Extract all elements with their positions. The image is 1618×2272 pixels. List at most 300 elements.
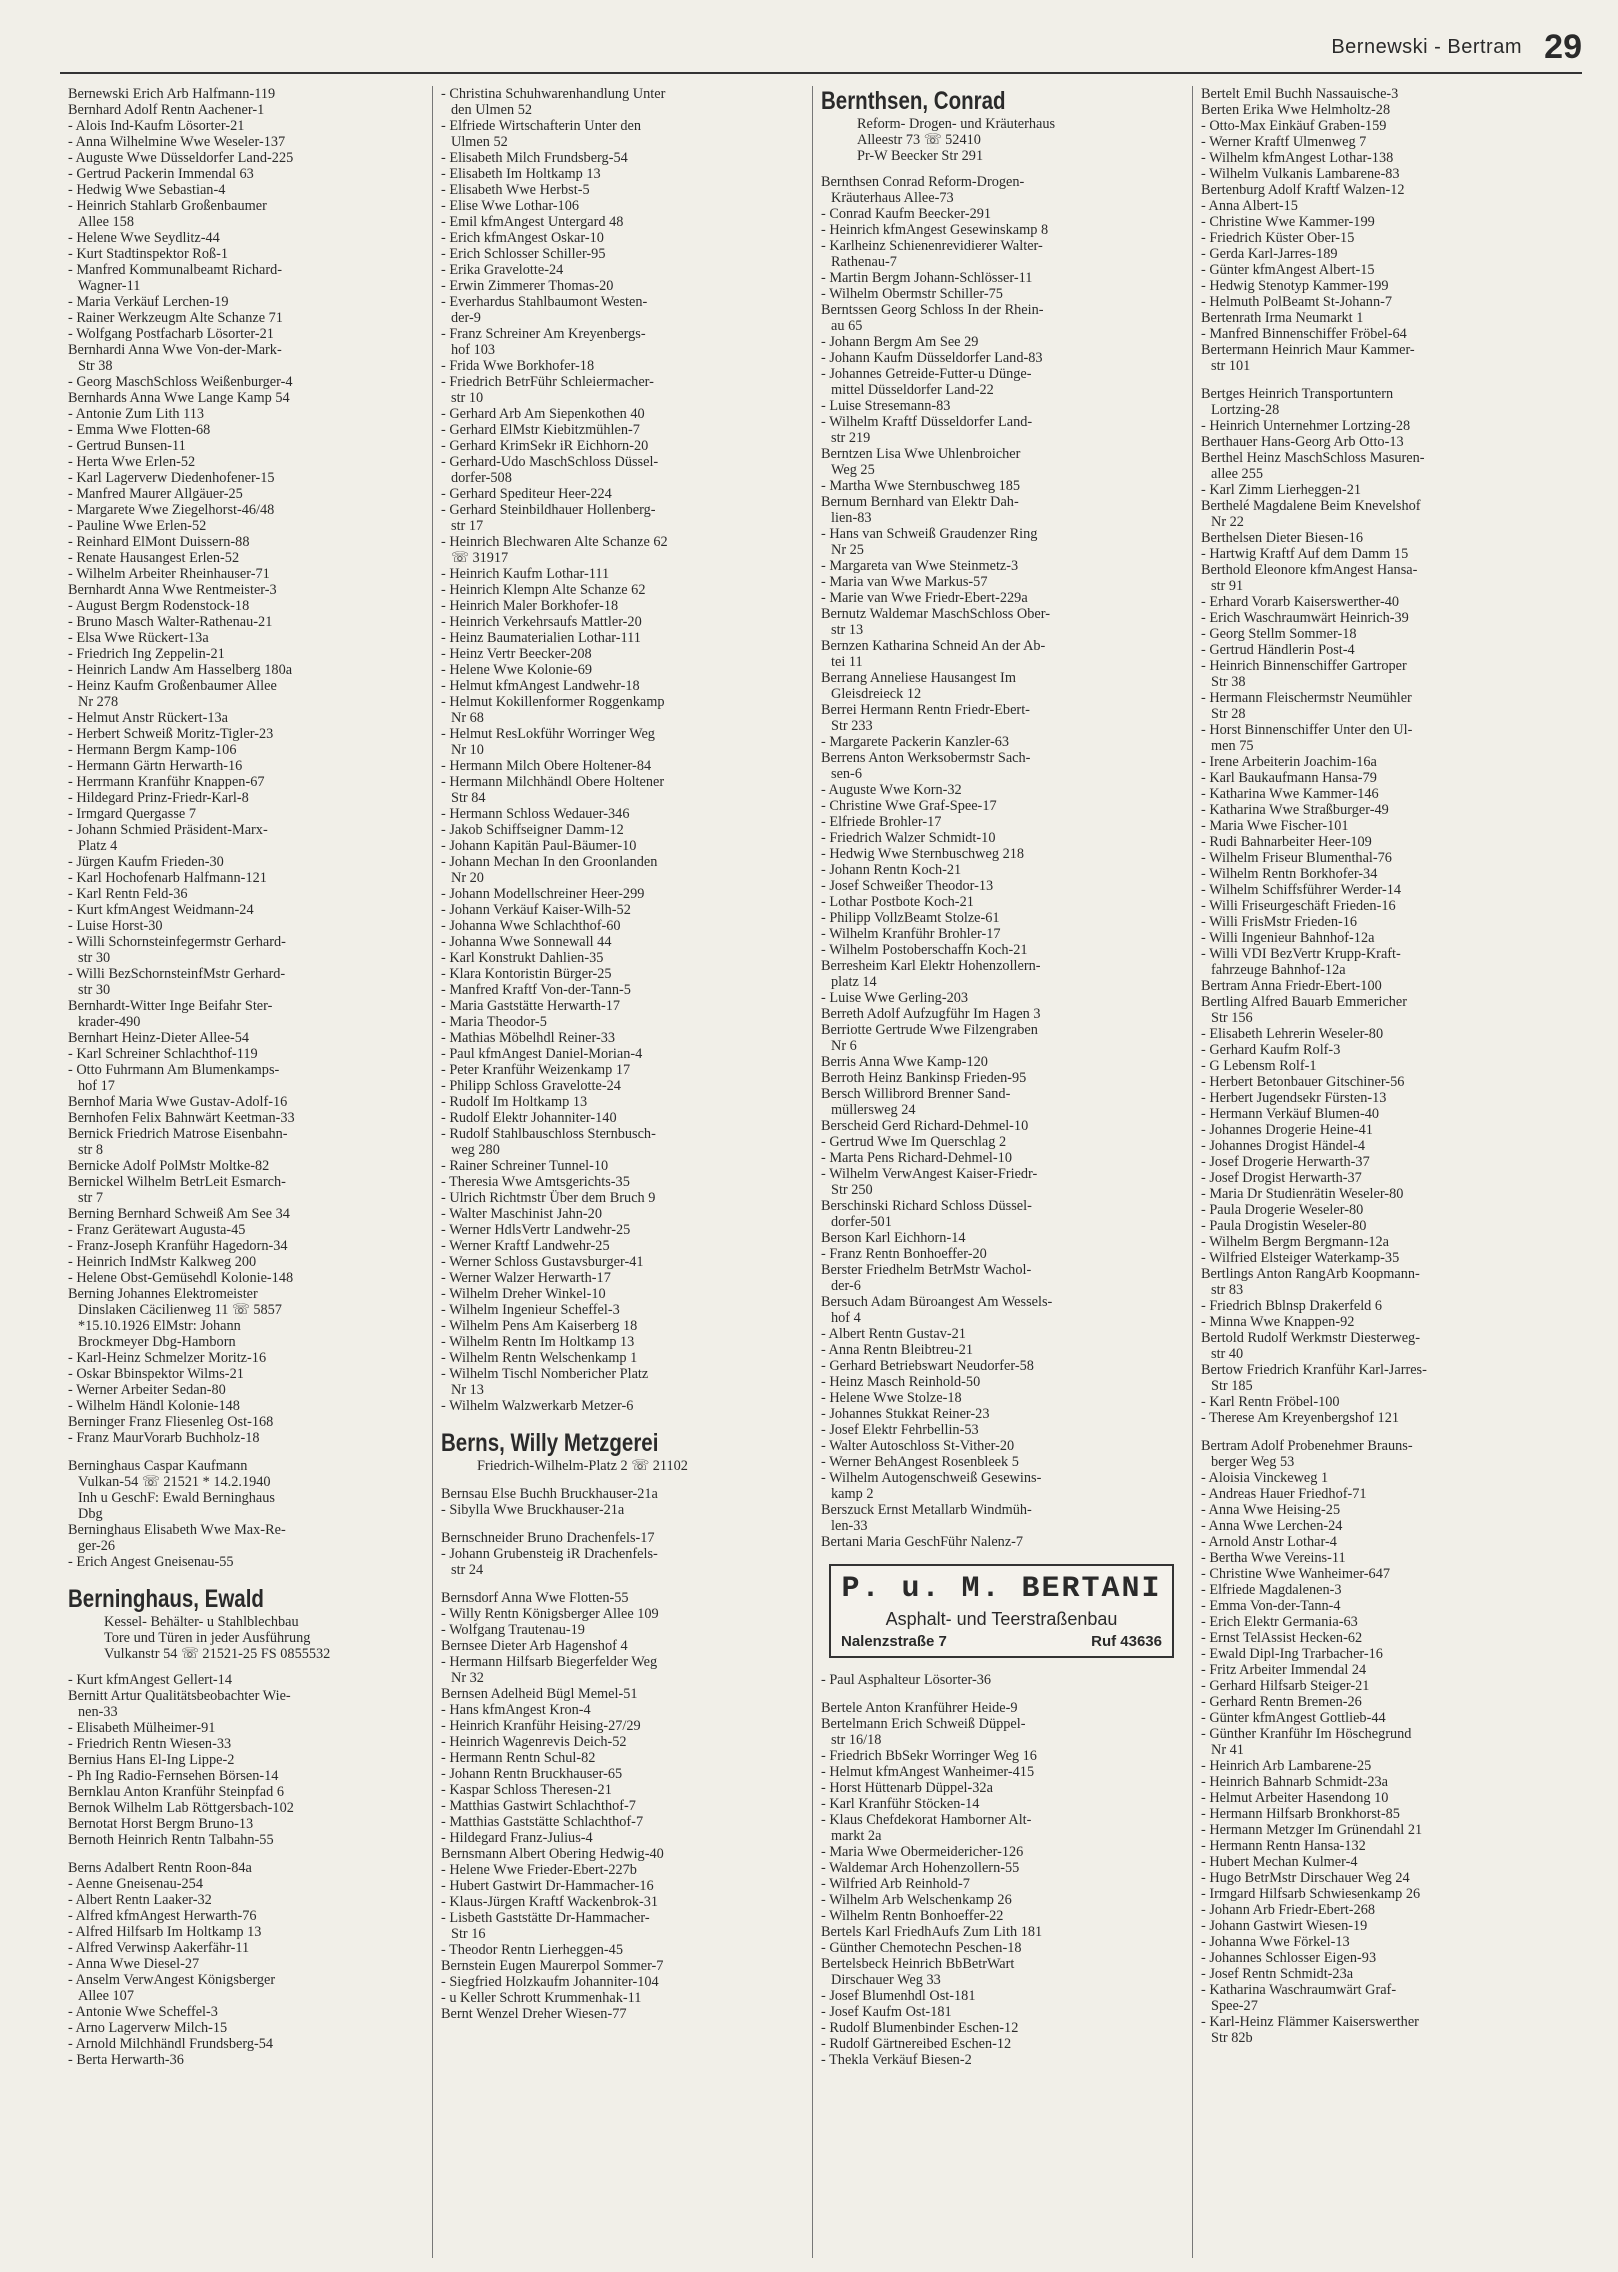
directory-entry: Berschinski Richard Schloss Düssel-: [821, 1198, 1032, 1214]
advert-box-contact: [841, 1634, 1162, 1650]
directory-entry: Bernhof Maria Wwe Gustav-Adolf-16: [68, 1094, 288, 1110]
advert-line: Alleestr 73 ☏ 52410: [857, 132, 981, 148]
directory-entry: Berthelé Magdalene Beim Knevelshof: [1201, 498, 1421, 514]
entry-continuation: Dirschauer Weg 33: [831, 1972, 941, 1988]
directory-entry: - Johann Modellschreiner Heer-299: [441, 886, 645, 902]
entry-continuation: Str 16: [451, 1926, 486, 1942]
directory-entry: - Rudolf Gärtnereibed Eschen-12: [821, 2036, 1012, 2052]
directory-entry: - Luise Horst-30: [68, 918, 163, 934]
entry-continuation: str 13: [831, 622, 864, 638]
directory-entry: - Friedrich Ing Zeppelin-21: [68, 646, 225, 662]
entry-continuation: Nr 32: [451, 1670, 484, 1686]
directory-entry: - Karl Konstrukt Dahlien-35: [441, 950, 604, 966]
directory-entry: - Margarete Packerin Kanzler-63: [821, 734, 1009, 750]
directory-entry: - Rainer Schreiner Tunnel-10: [441, 1158, 609, 1174]
directory-entry: - Christine Wwe Kammer-199: [1201, 214, 1375, 230]
directory-entry: - Paul kfmAngest Daniel-Morian-4: [441, 1046, 643, 1062]
directory-entry: - Heinrich Maler Borkhofer-18: [441, 598, 619, 614]
directory-entry: - Josef Drogerie Herwarth-37: [1201, 1154, 1370, 1170]
entry-continuation: Str 250: [831, 1182, 873, 1198]
directory-entry: - Johann Rentn Bruckhauser-65: [441, 1766, 623, 1782]
directory-column-2: [432, 86, 812, 2258]
entry-continuation: dorfer-508: [451, 470, 512, 486]
directory-entry: - Rudolf Stahlbauschloss Sternbusch-: [441, 1126, 656, 1142]
directory-entry: Bertelsbeck Heinrich BbBetrWart: [821, 1956, 1015, 1972]
directory-entry: - Heinz Kaufm Großenbaumer Allee: [68, 678, 277, 694]
entry-continuation: Vulkan-54 ☏ 21521 * 14.2.1940: [78, 1474, 271, 1490]
directory-entry: - Maria van Wwe Markus-57: [821, 574, 988, 590]
entry-continuation: Nr 278: [78, 694, 119, 710]
directory-entry: - Franz Gerätewart Augusta-45: [68, 1222, 246, 1238]
directory-entry: - Horst Hüttenarb Düppel-32a: [821, 1780, 993, 1796]
page-header: [60, 28, 1582, 72]
directory-entry: - Wilhelm Dreher Winkel-10: [441, 1286, 606, 1302]
directory-entry: - Aenne Gneisenau-254: [68, 1876, 203, 1892]
directory-entry: - Wilfried Arb Reinhold-7: [821, 1876, 970, 1892]
directory-entry: - Gerhard Steinbildhauer Hollenberg-: [441, 502, 656, 518]
directory-entry: - Frida Wwe Borkhofer-18: [441, 358, 595, 374]
directory-entry: Bertling Alfred Bauarb Emmericher: [1201, 994, 1408, 1010]
advert-box-address: Nalenzstraße 7: [841, 1633, 947, 1650]
directory-entry: - Walter Maschinist Jahn-20: [441, 1206, 602, 1222]
advert-box-phone: Ruf 43636: [1091, 1633, 1162, 1650]
directory-entry: - Emma Wwe Flotten-68: [68, 422, 211, 438]
directory-entry: - Hedwig Stenotyp Kammer-199: [1201, 278, 1389, 294]
directory-entry: - Gertrud Packerin Immendal 63: [68, 166, 254, 182]
directory-entry: - Karl Hochofenarb Halfmann-121: [68, 870, 267, 886]
directory-entry: - Christine Wwe Wanheimer-647: [1201, 1566, 1391, 1582]
directory-entry: - Wilhelm Bergm Bergmann-12a: [1201, 1234, 1390, 1250]
directory-entry: - G Lebensm Rolf-1: [1201, 1058, 1317, 1074]
directory-entry: - Reinhard ElMont Duissern-88: [68, 534, 250, 550]
directory-entry: Bernicke Adolf PolMstr Moltke-82: [68, 1158, 270, 1174]
directory-entry: - Heinrich Stahlarb Großenbaumer: [68, 198, 267, 214]
entry-continuation: tei 11: [831, 654, 863, 670]
entry-continuation: Allee 107: [78, 1988, 134, 2004]
directory-entry: Bernick Friedrich Matrose Eisenbahn-: [68, 1126, 288, 1142]
entry-continuation: hof 103: [451, 342, 496, 358]
directory-entry: - Georg MaschSchloss Weißenburger-4: [68, 374, 293, 390]
directory-entry: Berns Adalbert Rentn Roon-84a: [68, 1860, 252, 1876]
directory-entry: - Johann Arb Friedr-Ebert-268: [1201, 1902, 1376, 1918]
directory-entry: - Helene Wwe Kolonie-69: [441, 662, 592, 678]
directory-entry: - Werner Schloss Gustavsburger-41: [441, 1254, 644, 1270]
directory-entry: - Willi Ingenieur Bahnhof-12a: [1201, 930, 1375, 946]
directory-entry: - Maria Wwe Obermeidericher-126: [821, 1844, 1024, 1860]
directory-entry: - Wilhelm Rentn Borkhofer-34: [1201, 866, 1378, 882]
directory-entry: - Karl Schreiner Schlachthof-119: [68, 1046, 258, 1062]
directory-entry: - Mathias Möbelhdl Reiner-33: [441, 1030, 616, 1046]
directory-entry: - Friedrich Bblnsp Drakerfeld 6: [1201, 1298, 1383, 1314]
directory-entry: - Erich Schlosser Schiller-95: [441, 246, 606, 262]
directory-entry: - Auguste Wwe Düsseldorfer Land-225: [68, 150, 294, 166]
directory-entry: - Hermann Schloss Wedauer-346: [441, 806, 630, 822]
entry-continuation: str 7: [78, 1190, 104, 1206]
directory-entry: - Gerhard KrimSekr iR Eichhorn-20: [441, 438, 649, 454]
directory-entry: Berszuck Ernst Metallarb Windmüh-: [821, 1502, 1032, 1518]
entry-continuation: Str 84: [451, 790, 486, 806]
directory-entry: - Waldemar Arch Hohenzollern-55: [821, 1860, 1020, 1876]
directory-entry: - Helene Wwe Seydlitz-44: [68, 230, 220, 246]
directory-entry: Bernewski Erich Arb Halfmann-119: [68, 86, 276, 102]
directory-entry: - Günther Chemotechn Peschen-18: [821, 1940, 1022, 1956]
entry-continuation: Platz 4: [78, 838, 118, 854]
directory-entry: Berrei Hermann Rentn Friedr-Ebert-: [821, 702, 1030, 718]
directory-entry: - Josef Schweißer Theodor-13: [821, 878, 994, 894]
directory-entry: Bernhard Adolf Rentn Aachener-1: [68, 102, 265, 118]
entry-continuation: Str 233: [831, 718, 873, 734]
directory-entry: - Otto Fuhrmann Am Blumenkamps-: [68, 1062, 280, 1078]
directory-entry: - Karl-Heinz Schmelzer Moritz-16: [68, 1350, 267, 1366]
directory-entry: - Günter kfmAngest Gottlieb-44: [1201, 1710, 1386, 1726]
directory-entry: Bernotat Horst Bergm Bruno-13: [68, 1816, 254, 1832]
directory-entry: - Johannes Stukkat Reiner-23: [821, 1406, 990, 1422]
directory-entry: - Katharina Wwe Straßburger-49: [1201, 802, 1389, 818]
directory-entry: Bertram Anna Friedr-Ebert-100: [1201, 978, 1382, 994]
directory-entry: - Willi Friseurgeschäft Frieden-16: [1201, 898, 1396, 914]
directory-entry: - Manfred Maurer Allgäuer-25: [68, 486, 243, 502]
entry-continuation: Weg 25: [831, 462, 875, 478]
directory-entry: Bertermann Heinrich Maur Kammer-: [1201, 342, 1415, 358]
directory-entry: - Marie van Wwe Friedr-Ebert-229a: [821, 590, 1028, 606]
directory-entry: - Emma Von-der-Tann-4: [1201, 1598, 1341, 1614]
entry-continuation: Rathenau-7: [831, 254, 897, 270]
directory-entry: - Wilhelm Händl Kolonie-148: [68, 1398, 240, 1414]
entry-continuation: Nr 13: [451, 1382, 484, 1398]
directory-entry: Bertenburg Adolf Kraftf Walzen-12: [1201, 182, 1405, 198]
directory-entry: - Gerhard Arb Am Siepenkothen 40: [441, 406, 645, 422]
directory-entry: - Gertrud Händlerin Post-4: [1201, 642, 1355, 658]
directory-entry: - Elisabeth Mülheimer-91: [68, 1720, 216, 1736]
directory-entry: - Helmut Arbeiter Hasendong 10: [1201, 1790, 1389, 1806]
directory-entry: - Gerda Karl-Jarres-189: [1201, 246, 1338, 262]
directory-entry: Berninghaus Elisabeth Wwe Max-Re-: [68, 1522, 286, 1538]
entry-continuation: len-33: [831, 1518, 868, 1534]
entry-continuation: müllersweg 24: [831, 1102, 916, 1118]
directory-entry: - Heinrich kfmAngest Gesewinskamp 8: [821, 222, 1049, 238]
directory-entry: Bertels Karl FriedhAufs Zum Lith 181: [821, 1924, 1043, 1940]
directory-entry: - Jakob Schiffseigner Damm-12: [441, 822, 624, 838]
directory-entry: - Helmut Kokillenformer Roggenkamp: [441, 694, 665, 710]
directory-entry: - Johanna Wwe Förkel-13: [1201, 1934, 1350, 1950]
entry-continuation: weg 280: [451, 1142, 500, 1158]
advert-line: Friedrich-Wilhelm-Platz 2 ☏ 21102: [477, 1458, 688, 1474]
directory-entry: - Friedrich Küster Ober-15: [1201, 230, 1355, 246]
directory-entry: - Anselm VerwAngest Königsberger: [68, 1972, 276, 1988]
directory-entry: - Hermann Fleischermstr Neumühler: [1201, 690, 1412, 706]
directory-entry: - Kaspar Schloss Theresen-21: [441, 1782, 612, 1798]
directory-entry: Bernzen Katharina Schneid An der Ab-: [821, 638, 1046, 654]
directory-entry: - Anna Wilhelmine Wwe Weseler-137: [68, 134, 286, 150]
directory-entry: - Wilfried Elsteiger Waterkamp-35: [1201, 1250, 1400, 1266]
directory-entry: - Hubert Mechan Kulmer-4: [1201, 1854, 1358, 1870]
directory-entry: - Herbert Jugendsekr Fürsten-13: [1201, 1090, 1387, 1106]
directory-entry: - Franz Schreiner Am Kreyenbergs-: [441, 326, 646, 342]
entry-continuation: str 219: [831, 430, 871, 446]
directory-entry: - Matthias Gastwirt Schlachthof-7: [441, 1798, 636, 1814]
directory-entry: - Rudolf Im Holtkamp 13: [441, 1094, 588, 1110]
directory-entry: - Josef Blumenhdl Ost-181: [821, 1988, 976, 2004]
entry-continuation: kamp 2: [831, 1486, 874, 1502]
entry-continuation: str 16/18: [831, 1732, 882, 1748]
directory-entry: - Maria Verkäuf Lerchen-19: [68, 294, 229, 310]
directory-entry: - Werner BehAngest Rosenbleek 5: [821, 1454, 1019, 1470]
directory-entry: - Wilhelm Vulkanis Lambarene-83: [1201, 166, 1400, 182]
directory-entry: - Johann Bergm Am See 29: [821, 334, 979, 350]
directory-entry: Bernsmann Albert Obering Hedwig-40: [441, 1846, 664, 1862]
entry-continuation: sen-6: [831, 766, 862, 782]
directory-entry: - Margareta van Wwe Steinmetz-3: [821, 558, 1019, 574]
directory-entry: - Helmut ResLokführ Worringer Weg: [441, 726, 655, 742]
directory-entry: Bernitt Artur Qualitätsbeobachter Wie-: [68, 1688, 291, 1704]
entry-continuation: Brockmeyer Dbg-Hamborn: [78, 1334, 236, 1350]
directory-entry: Bertelt Emil Buchh Nassauische-3: [1201, 86, 1399, 102]
directory-entry: - Elfriede Brohler-17: [821, 814, 942, 830]
directory-entry: - Rudolf Elektr Johanniter-140: [441, 1110, 617, 1126]
entry-continuation: markt 2a: [831, 1828, 882, 1844]
running-head: Bernewski - Bertram: [1331, 36, 1522, 58]
directory-entry: - Berta Herwarth-36: [68, 2052, 184, 2068]
directory-entry: - Elfriede Wirtschafterin Unter den: [441, 118, 642, 134]
directory-entry: Berroth Heinz Bankinsp Frieden-95: [821, 1070, 1027, 1086]
directory-entry: - Karl Lagerverw Diedenhofener-15: [68, 470, 275, 486]
directory-entry: - Sibylla Wwe Bruckhauser-21a: [441, 1502, 625, 1518]
directory-entry: Bernstein Eugen Maurerpol Sommer-7: [441, 1958, 664, 1974]
directory-entry: - Heinrich Kranführ Heising-27/29: [441, 1718, 641, 1734]
directory-entry: - Wilhelm Postoberschaffn Koch-21: [821, 942, 1028, 958]
entry-continuation: Nr 68: [451, 710, 484, 726]
directory-entry: Bertenrath Irma Neumarkt 1: [1201, 310, 1364, 326]
directory-entry: Berthauer Hans-Georg Arb Otto-13: [1201, 434, 1404, 450]
directory-entry: - Helmut kfmAngest Landwehr-18: [441, 678, 640, 694]
directory-entry: Bersuch Adam Büroangest Am Wessels-: [821, 1294, 1053, 1310]
directory-entry: - Günther Kranführ Im Höschegrund: [1201, 1726, 1412, 1742]
directory-entry: - Johann Kaufm Düsseldorfer Land-83: [821, 350, 1043, 366]
directory-entry: - Willi BezSchornsteinfMstr Gerhard-: [68, 966, 286, 982]
directory-entry: - Helene Obst-Gemüsehdl Kolonie-148: [68, 1270, 294, 1286]
directory-entry: - Erich Elektr Germania-63: [1201, 1614, 1358, 1630]
directory-entry: - Hartwig Kraftf Auf dem Damm 15: [1201, 546, 1409, 562]
directory-entry: - Johann Kapitän Paul-Bäumer-10: [441, 838, 637, 854]
directory-entry: - Gerhard Kaufm Rolf-3: [1201, 1042, 1341, 1058]
advert-text: [821, 116, 1182, 164]
directory-entry: - Elise Wwe Lothar-106: [441, 198, 580, 214]
directory-entry: - Katharina Wwe Kammer-146: [1201, 786, 1379, 802]
advert-heading: Berninghaus, Ewald: [68, 1585, 264, 1613]
directory-entry: Bernutz Waldemar MaschSchloss Ober-: [821, 606, 1050, 622]
advert-heading: Bernthsen, Conrad: [821, 87, 1006, 115]
directory-entry: - Erwin Zimmerer Thomas-20: [441, 278, 614, 294]
directory-column-3: [812, 86, 1192, 2258]
directory-entry: Bernthsen Conrad Reform-Drogen-: [821, 174, 1025, 190]
entry-continuation: fahrzeuge Bahnhof-12a: [1211, 962, 1346, 978]
directory-entry: - Heinrich Arb Lambarene-25: [1201, 1758, 1372, 1774]
directory-entry: - Hans kfmAngest Kron-4: [441, 1702, 591, 1718]
directory-entry: - Willi VDI BezVertr Krupp-Kraft-: [1201, 946, 1401, 962]
directory-entry: - Johann Gastwirt Wiesen-19: [1201, 1918, 1368, 1934]
directory-entry: - Karl Kranführ Stöcken-14: [821, 1796, 980, 1812]
directory-entry: Berninghaus Caspar Kaufmann: [68, 1458, 248, 1474]
directory-entry: - Friedrich BetrFühr Schleiermacher-: [441, 374, 654, 390]
directory-entry: - Jürgen Kaufm Frieden-30: [68, 854, 224, 870]
directory-entry: - Wilhelm Friseur Blumenthal-76: [1201, 850, 1392, 866]
directory-entry: - Emil kfmAngest Untergard 48: [441, 214, 624, 230]
directory-entry: Bernsau Else Buchh Bruckhauser-21a: [441, 1486, 658, 1502]
directory-entry: Bernius Hans El-Ing Lippe-2: [68, 1752, 235, 1768]
directory-entry: - Rainer Werkzeugm Alte Schanze 71: [68, 310, 283, 326]
advert-text: [441, 1458, 802, 1474]
entry-continuation: *15.10.1926 ElMstr: Johann: [78, 1318, 241, 1334]
advert-box-title: P. u. M. BERTANI: [841, 1572, 1162, 1606]
directory-entry: - Helmuth PolBeamt St-Johann-7: [1201, 294, 1393, 310]
directory-entry: - Werner Kraftf Ulmenweg 7: [1201, 134, 1367, 150]
directory-entry: - Heinrich Klempn Alte Schanze 62: [441, 582, 646, 598]
advert-line: Kessel- Behälter- u Stahlblechbau: [104, 1614, 299, 1630]
directory-entry: - Friedrich Rentn Wiesen-33: [68, 1736, 232, 1752]
directory-entry: - Hermann Metzger Im Grünendahl 21: [1201, 1822, 1423, 1838]
directory-entry: Berresheim Karl Elektr Hohenzollern-: [821, 958, 1041, 974]
directory-entry: - Elfriede Magdalenen-3: [1201, 1582, 1342, 1598]
entry-continuation: lien-83: [831, 510, 872, 526]
directory-entry: - Herbert Schweiß Moritz-Tigler-23: [68, 726, 274, 742]
directory-entry: - Elisabeth Lehrerin Weseler-80: [1201, 1026, 1384, 1042]
entry-continuation: str 83: [1211, 1282, 1244, 1298]
directory-entry: - Wilhelm VerwAngest Kaiser-Friedr-: [821, 1166, 1038, 1182]
directory-entry: - Karl Baukaufmann Hansa-79: [1201, 770, 1377, 786]
directory-entry: - Irmgard Hilfsarb Schwiesenkamp 26: [1201, 1886, 1421, 1902]
directory-entry: - Alfred Hilfsarb Im Holtkamp 13: [68, 1924, 262, 1940]
directory-entry: Berthold Eleonore kfmAngest Hansa-: [1201, 562, 1418, 578]
directory-entry: Berrens Anton Werksobermstr Sach-: [821, 750, 1031, 766]
entry-continuation: der-6: [831, 1278, 861, 1294]
directory-entry: - Gertrud Bunsen-11: [68, 438, 186, 454]
directory-entry: - Theresia Wwe Amtsgerichts-35: [441, 1174, 630, 1190]
directory-entry: - Anna Wwe Heising-25: [1201, 1502, 1341, 1518]
directory-entry: - Johannes Getreide-Futter-u Dünge-: [821, 366, 1032, 382]
directory-entry: - Kurt Stadtinspektor Roß-1: [68, 246, 229, 262]
directory-entry: Bertram Adolf Probenehmer Brauns-: [1201, 1438, 1413, 1454]
directory-entry: - Wilhelm Autogenschweiß Gesewins-: [821, 1470, 1042, 1486]
directory-entry: - Marta Pens Richard-Dehmel-10: [821, 1150, 1012, 1166]
directory-entry: - Erika Gravelotte-24: [441, 262, 564, 278]
directory-entry: - Wilhelm Walzwerkarb Metzer-6: [441, 1398, 634, 1414]
directory-entry: - Werner Kraftf Landwehr-25: [441, 1238, 610, 1254]
directory-entry: - Antonie Zum Lith 113: [68, 406, 205, 422]
directory-entry: - Elisabeth Im Holtkamp 13: [441, 166, 601, 182]
directory-entry: - Fritz Arbeiter Immendal 24: [1201, 1662, 1367, 1678]
directory-entry: - Heinz Vertr Beecker-208: [441, 646, 592, 662]
directory-entry: - Johannes Drogist Händel-4: [1201, 1138, 1365, 1154]
directory-entry: - Alois Ind-Kaufm Lösorter-21: [68, 118, 245, 134]
directory-entry: - Alfred Verwinsp Aakerfähr-11: [68, 1940, 250, 1956]
directory-entry: - Margarete Wwe Ziegelhorst-46/48: [68, 502, 275, 518]
directory-entry: - Wilhelm Rentn Bonhoeffer-22: [821, 1908, 1004, 1924]
directory-entry: - Alfred kfmAngest Herwarth-76: [68, 1908, 257, 1924]
directory-entry: - Albert Rentn Gustav-21: [821, 1326, 966, 1342]
directory-entry: Bernhart Heinz-Dieter Allee-54: [68, 1030, 250, 1046]
directory-entry: - Paula Drogistin Weseler-80: [1201, 1218, 1367, 1234]
directory-entry: - Wilhelm Obermstr Schiller-75: [821, 286, 1003, 302]
directory-entry: - Elisabeth Milch Frundsberg-54: [441, 150, 628, 166]
entry-continuation: Ulmen 52: [451, 134, 508, 150]
directory-entry: - Franz Rentn Bonhoeffer-20: [821, 1246, 987, 1262]
directory-entry: - Maria Gaststätte Herwarth-17: [441, 998, 621, 1014]
directory-entry: - Franz-Joseph Kranführ Hagedorn-34: [68, 1238, 288, 1254]
directory-entry: - Irene Arbeiterin Joachim-16a: [1201, 754, 1377, 770]
directory-entry: - Manfred Kraftf Von-der-Tann-5: [441, 982, 631, 998]
entry-continuation: Spee-27: [1211, 1998, 1258, 2014]
directory-entry: - Johann Schmied Präsident-Marx-: [68, 822, 268, 838]
directory-entry: - Arnold Anstr Lothar-4: [1201, 1534, 1337, 1550]
directory-entry: Berning Bernhard Schweiß Am See 34: [68, 1206, 290, 1222]
directory-entry: - Helene Wwe Frieder-Ebert-227b: [441, 1862, 637, 1878]
directory-entry: Berris Anna Wwe Kamp-120: [821, 1054, 988, 1070]
directory-entry: - Elisabeth Wwe Herbst-5: [441, 182, 590, 198]
directory-entry: - Wilhelm Pens Am Kaiserberg 18: [441, 1318, 638, 1334]
directory-entry: - Johanna Wwe Schlachthof-60: [441, 918, 621, 934]
directory-entry: - Josef Rentn Schmidt-23a: [1201, 1966, 1354, 1982]
directory-entry: Bersch Willibrord Brenner Sand-: [821, 1086, 1011, 1102]
entry-continuation: Wagner-11: [78, 278, 141, 294]
directory-entry: - Heinrich Binnenschiffer Gartroper: [1201, 658, 1407, 674]
directory-entry: - Maria Dr Studienrätin Weseler-80: [1201, 1186, 1404, 1202]
entry-continuation: hof 17: [78, 1078, 115, 1094]
directory-entry: - u Keller Schrott Krummenhak-11: [441, 1990, 642, 2006]
directory-entry: - Auguste Wwe Korn-32: [821, 782, 962, 798]
entry-continuation: Nr 6: [831, 1038, 857, 1054]
directory-entry: - Hermann Gärtn Herwarth-16: [68, 758, 243, 774]
directory-entry: - Josef Elektr Fehrbellin-53: [821, 1422, 979, 1438]
directory-entry: - Ph Ing Radio-Fernsehen Börsen-14: [68, 1768, 279, 1784]
directory-entry: - Wilhelm Schiffsführer Werder-14: [1201, 882, 1402, 898]
directory-entry: - Hildegard Prinz-Friedr-Karl-8: [68, 790, 249, 806]
directory-entry: - Klaus-Jürgen Kraftf Wackenbrok-31: [441, 1894, 659, 1910]
directory-entry: - Anna Albert-15: [1201, 198, 1298, 214]
directory-entry: - Johannes Drogerie Heine-41: [1201, 1122, 1373, 1138]
directory-entry: - Wilhelm Kraftf Düsseldorfer Land-: [821, 414, 1033, 430]
directory-entry: Berscheid Gerd Richard-Dehmel-10: [821, 1118, 1029, 1134]
directory-entry: - Irmgard Quergasse 7: [68, 806, 196, 822]
directory-entry: - Maria Theodor-5: [441, 1014, 547, 1030]
directory-entry: - Elsa Wwe Rückert-13a: [68, 630, 209, 646]
entry-continuation: str 30: [78, 982, 111, 998]
directory-entry: - Martin Bergm Johann-Schlösser-11: [821, 270, 1033, 286]
directory-column-4: [1192, 86, 1582, 2258]
directory-entry: - Herrmann Kranführ Knappen-67: [68, 774, 265, 790]
directory-entry: - August Bergm Rodenstock-18: [68, 598, 250, 614]
directory-entry: - Christina Schuhwarenhandlung Unter: [441, 86, 666, 102]
directory-entry: - Heinrich Blechwaren Alte Schanze 62: [441, 534, 668, 550]
directory-entry: - Lothar Postbote Koch-21: [821, 894, 974, 910]
directory-entry: - Hermann Hilfsarb Bronkhorst-85: [1201, 1806, 1400, 1822]
directory-entry: - Antonie Wwe Scheffel-3: [68, 2004, 218, 2020]
advert-box-subtitle: Asphalt- und Teerstraßenbau: [885, 1609, 1118, 1629]
directory-entry: Bernickel Wilhelm BetrLeit Esmarch-: [68, 1174, 286, 1190]
directory-entry: - Hermann Verkäuf Blumen-40: [1201, 1106, 1379, 1122]
directory-entry: Bernhofen Felix Bahnwärt Keetman-33: [68, 1110, 295, 1126]
directory-entry: - Rudolf Blumenbinder Eschen-12: [821, 2020, 1019, 2036]
directory-entry: - Kurt kfmAngest Gellert-14: [68, 1672, 232, 1688]
advert-line: Tore und Türen in jeder Ausführung: [104, 1630, 311, 1646]
directory-entry: - Klara Kontoristin Bürger-25: [441, 966, 612, 982]
directory-entry: Berthelsen Dieter Biesen-16: [1201, 530, 1363, 546]
entry-continuation: Dbg: [78, 1506, 103, 1522]
directory-entry: - Johann Mechan In den Groonlanden: [441, 854, 658, 870]
directory-entry: - Arnold Milchhändl Frundsberg-54: [68, 2036, 274, 2052]
directory-column-1: [60, 86, 432, 2258]
directory-entry: - Gertrud Wwe Im Querschlag 2: [821, 1134, 1007, 1150]
directory-entry: - Renate Hausangest Erlen-52: [68, 550, 240, 566]
